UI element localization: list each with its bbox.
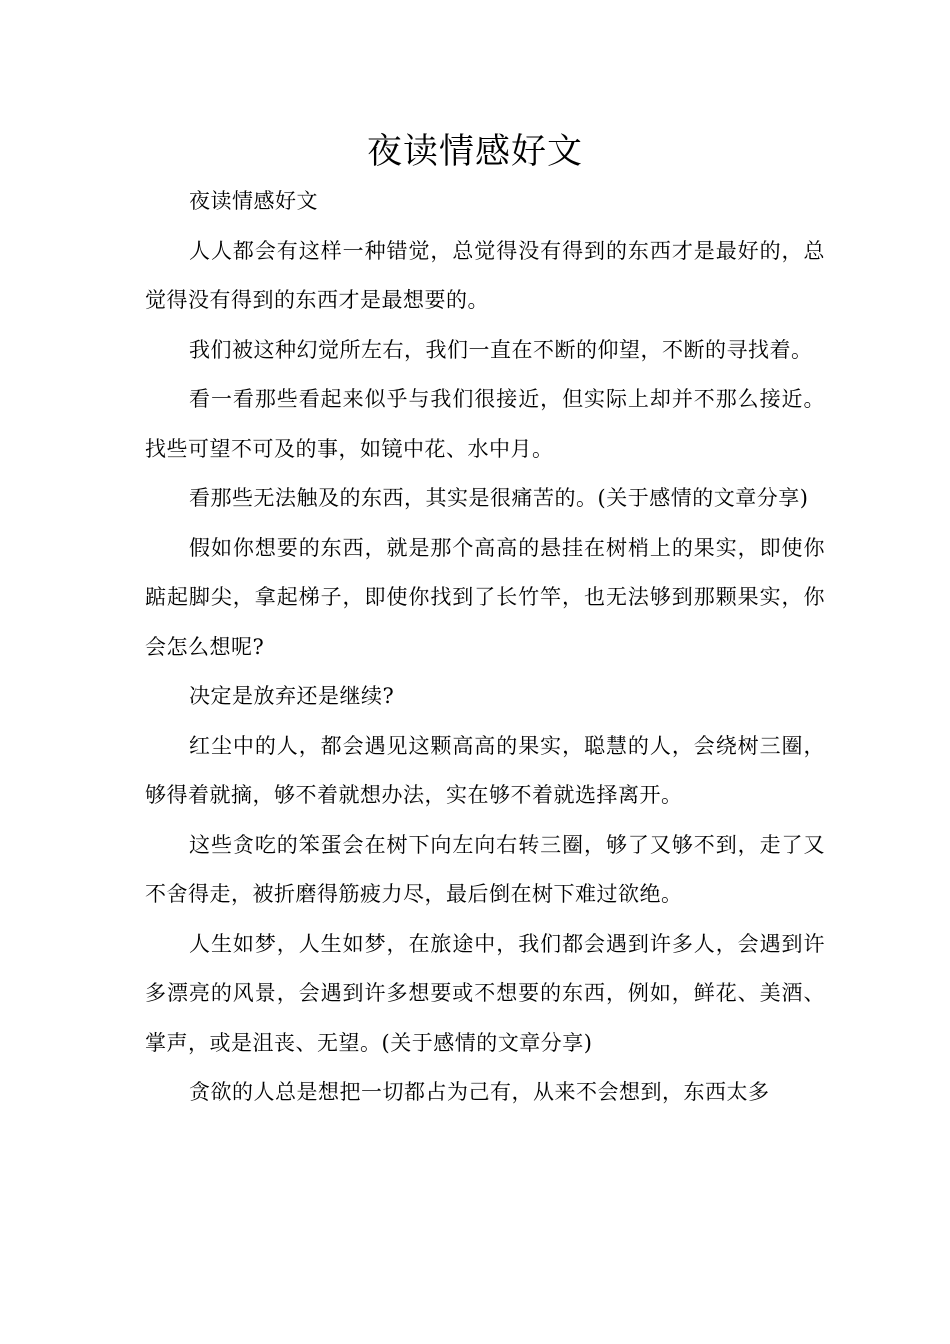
paragraph: 看那些无法触及的东西，其实是很痛苦的。(关于感情的文章分享)	[189, 486, 809, 510]
paragraph: 人人都会有这样一种错觉，总觉得没有得到的东西才是最好的，总觉得没有得到的东西才是最想要的。	[145, 238, 825, 312]
paragraph: 看一看那些看起来似乎与我们很接近，但实际上却并不那么接近。找些可望不可及的事，如镜中花、水中月。	[145, 387, 825, 461]
paragraph: 我们被这种幻觉所左右，我们一直在不断的仰望，不断的寻找着。	[189, 337, 813, 362]
paragraph: 这些贪吃的笨蛋会在树下向左向右转三圈，够了又够不到，走了又不舍得走，被折磨得筋疲力尽，最后倒在树下难过欲绝。	[145, 832, 825, 906]
document-title: 夜读情感好文	[366, 132, 583, 172]
paragraph: 贪欲的人总是想把一切都占为己有，从来不会想到，东西太多	[189, 1080, 770, 1104]
paragraph: 假如你想要的东西，就是那个高高的悬挂在树梢上的果实，即使你踮起脚尖，拿起梯子，即使你找到了长竹竿，也无法够到那颗果实，你会怎么想呢?	[145, 535, 825, 659]
paragraph: 夜读情感好文	[189, 189, 318, 213]
document-body	[145, 177, 825, 1118]
paragraph: 红尘中的人，都会遇见这颗高高的果实，聪慧的人，会绕树三圈，够得着就摘，够不着就想办法，实在够不着就选择离开。	[145, 733, 825, 807]
paragraph: 决定是放弃还是继续?	[189, 684, 395, 708]
paragraph: 人生如梦，人生如梦，在旅途中，我们都会遇到许多人，会遇到许多漂亮的风景，会遇到许多想要或不想要的东西，例如，鲜花、美酒、掌声，或是沮丧、无望。(关于感情的文章分享)	[145, 931, 825, 1055]
